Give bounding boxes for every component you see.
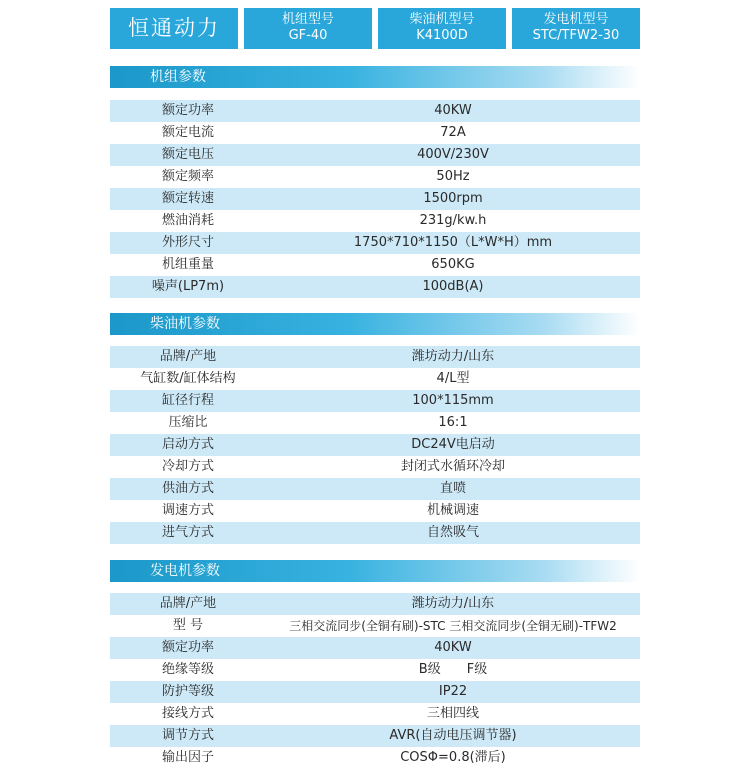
row-value: 40KW — [434, 103, 472, 118]
row-value: 50Hz — [436, 169, 470, 184]
row-label: 气缸数/缸体结构 — [140, 371, 236, 386]
row-value: 直喷 — [439, 481, 466, 496]
table-row — [110, 615, 640, 637]
section-bar-genset — [110, 66, 640, 88]
genset-model-value: GF-40 — [288, 28, 328, 43]
row-value: DC24V电启动 — [411, 437, 495, 452]
table-row — [110, 390, 640, 412]
row-value: 16:1 — [438, 415, 468, 430]
table-row — [110, 456, 640, 478]
genset-param-table — [110, 100, 640, 298]
table-row — [110, 122, 640, 144]
table-row — [110, 478, 640, 500]
engine-model-box — [378, 8, 506, 49]
row-value: 自然吸气 — [426, 525, 479, 540]
row-value: 100dB(A) — [422, 279, 484, 294]
section-bar-engine — [110, 313, 640, 335]
row-label: 绝缘等级 — [161, 662, 214, 677]
row-value: 封闭式水循环冷却 — [400, 459, 505, 474]
table-row — [110, 144, 640, 166]
row-label: 噪声(LP7m) — [151, 279, 225, 294]
row-label: 额定转速 — [161, 191, 214, 206]
row-label: 额定电压 — [161, 147, 214, 162]
row-label: 压缩比 — [168, 415, 208, 430]
row-label: 额定电流 — [161, 125, 214, 140]
row-value: 650KG — [431, 257, 475, 272]
row-value: 231g/kw.h — [419, 213, 487, 228]
row-label: 额定频率 — [161, 169, 214, 184]
table-row — [110, 659, 640, 681]
table-row — [110, 703, 640, 725]
engine-model-title: 柴油机型号 — [409, 12, 475, 27]
row-label: 冷却方式 — [161, 459, 214, 474]
row-label: 调节方式 — [161, 728, 214, 743]
table-row — [110, 346, 640, 368]
row-value: 三相四线 — [426, 706, 479, 721]
generator-model-value: STC/TFW2-30 — [532, 28, 620, 43]
row-label: 外形尺寸 — [161, 235, 214, 250]
section-title: 柴油机参数 — [150, 316, 220, 332]
table-row — [110, 188, 640, 210]
generator-model-title: 发电机型号 — [543, 12, 609, 27]
row-value: 40KW — [434, 640, 472, 655]
row-value: 400V/230V — [417, 147, 489, 162]
section-bar-generator — [110, 560, 640, 582]
row-value: 潍坊动力/山东 — [411, 596, 495, 611]
row-label: 品牌/产地 — [159, 596, 217, 611]
row-value: 4/L型 — [436, 371, 470, 386]
row-label: 额定功率 — [161, 640, 214, 655]
row-value: 1750*710*1150（L*W*H）mm — [353, 235, 553, 250]
table-row — [110, 254, 640, 276]
table-row — [110, 232, 640, 254]
row-value: 100*115mm — [412, 393, 494, 408]
row-label: 型 号 — [172, 618, 204, 633]
table-row — [110, 276, 640, 298]
row-label: 燃油消耗 — [161, 213, 214, 228]
row-value: 机械调速 — [426, 503, 479, 518]
row-value: 三相交流同步(全铜有刷)-STC 三相交流同步(全铜无刷)-TFW2 — [289, 619, 617, 633]
row-value: COSΦ=0.8(滞后) — [400, 750, 506, 765]
table-row — [110, 522, 640, 544]
row-value: 1500rpm — [423, 191, 483, 206]
header — [110, 8, 640, 49]
table-row — [110, 166, 640, 188]
row-label: 输出因子 — [161, 750, 214, 765]
row-value: 72A — [440, 125, 466, 140]
engine-model-value: K4100D — [416, 28, 468, 43]
row-value: AVR(自动电压调节器) — [389, 728, 517, 743]
row-label: 进气方式 — [161, 525, 214, 540]
row-value: B级 F级 — [418, 662, 488, 677]
row-label: 额定功率 — [161, 103, 214, 118]
row-label: 调速方式 — [161, 503, 214, 518]
row-label: 品牌/产地 — [159, 349, 217, 364]
table-row — [110, 368, 640, 390]
row-label: 防护等级 — [161, 684, 214, 699]
generator-param-table — [110, 593, 640, 769]
table-row — [110, 725, 640, 747]
table-row — [110, 637, 640, 659]
row-value: IP22 — [438, 684, 468, 699]
row-label: 启动方式 — [161, 437, 214, 452]
table-row — [110, 681, 640, 703]
engine-param-table — [110, 346, 640, 544]
table-row — [110, 210, 640, 232]
table-row — [110, 412, 640, 434]
table-row — [110, 434, 640, 456]
row-label: 供油方式 — [161, 481, 214, 496]
table-row — [110, 747, 640, 769]
row-label: 缸径行程 — [161, 393, 214, 408]
genset-model-box — [244, 8, 372, 49]
generator-model-box — [512, 8, 640, 49]
table-row — [110, 500, 640, 522]
brand-title: 恒通动力 — [110, 8, 238, 49]
section-title: 发电机参数 — [150, 563, 220, 579]
section-title: 机组参数 — [150, 69, 206, 85]
row-value: 潍坊动力/山东 — [411, 349, 495, 364]
row-label: 接线方式 — [161, 706, 214, 721]
table-row — [110, 593, 640, 615]
table-row — [110, 100, 640, 122]
row-label: 机组重量 — [161, 257, 214, 272]
genset-model-title: 机组型号 — [281, 12, 334, 27]
